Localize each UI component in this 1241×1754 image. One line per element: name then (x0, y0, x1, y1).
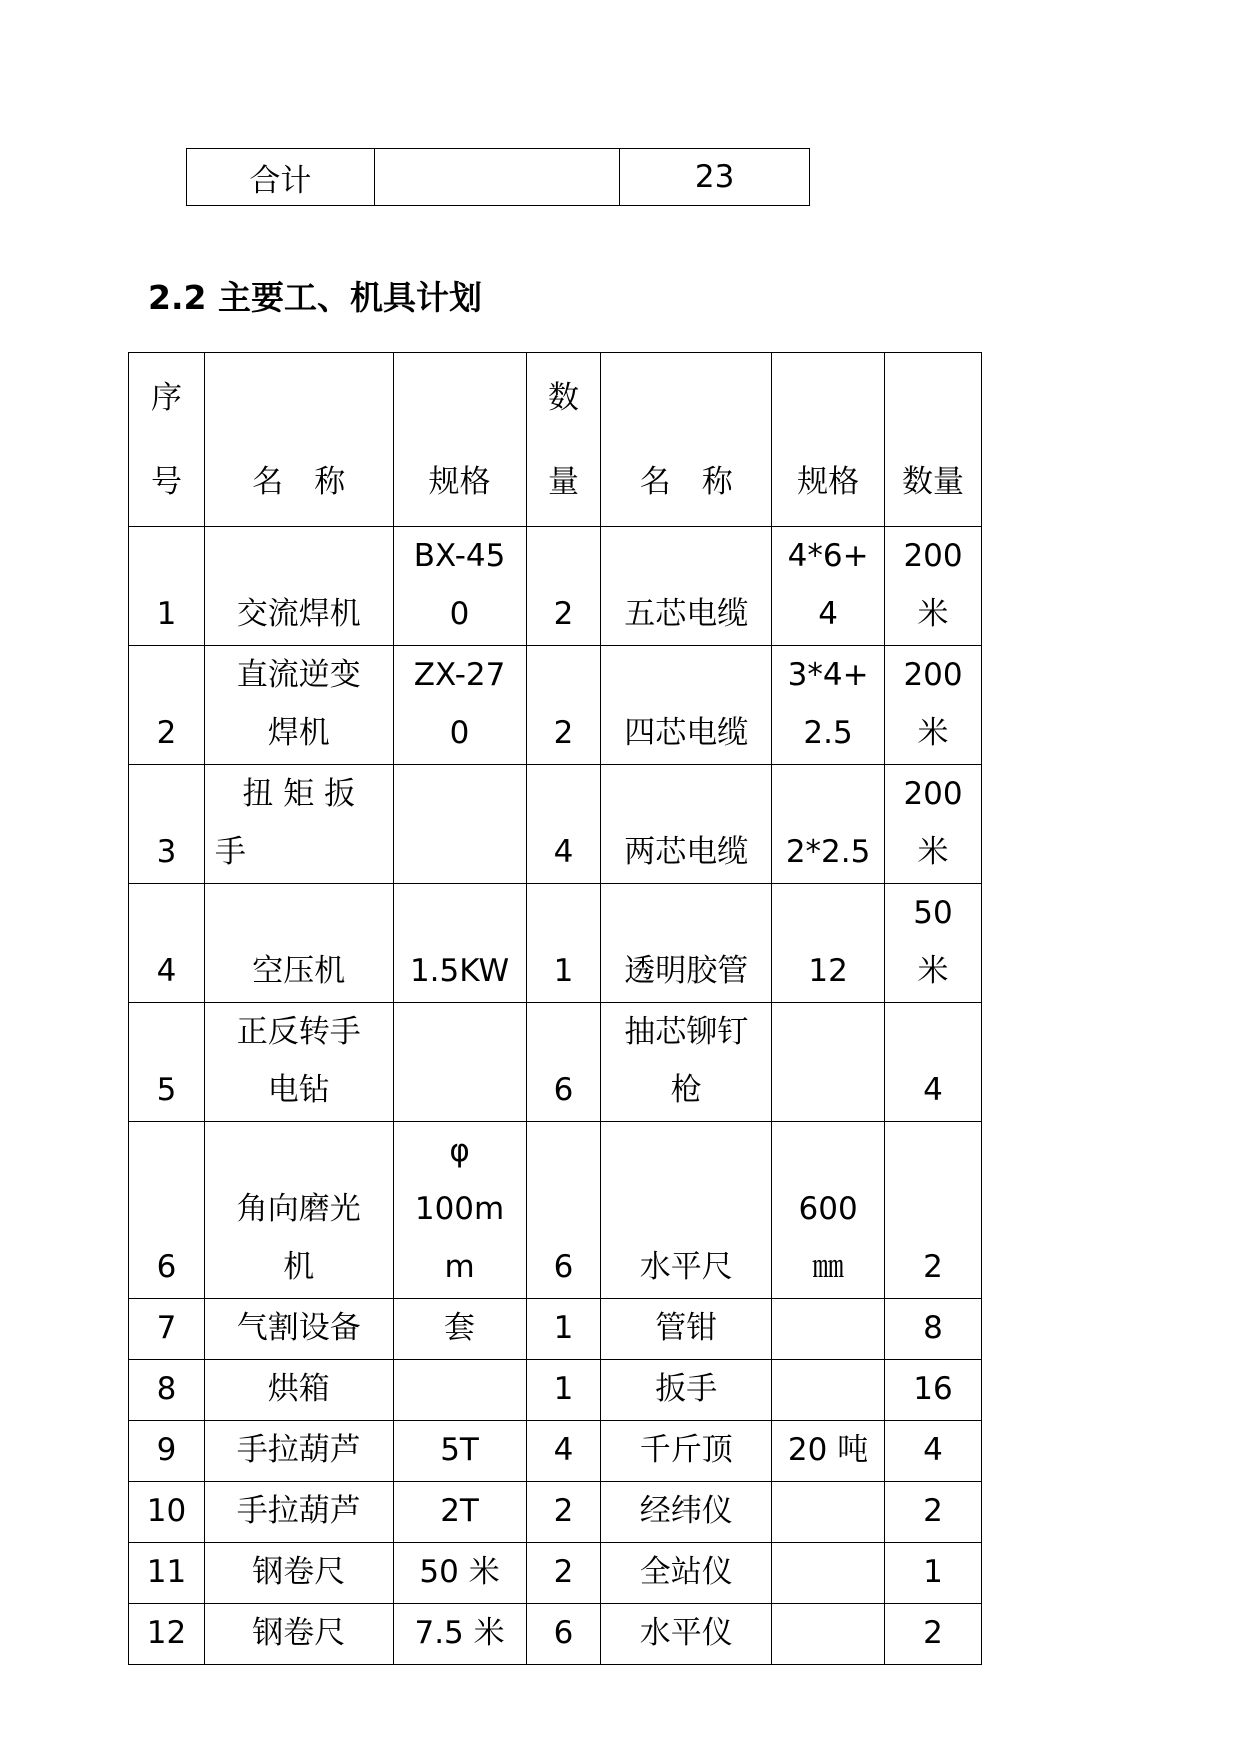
cell-qty-2-line: 2 (923, 1249, 943, 1285)
table-row (129, 1122, 982, 1299)
cell-spec-1-line: 100m (414, 1191, 505, 1227)
cell-name-1-line: 钢卷尺 (252, 1554, 346, 1590)
table-row (129, 646, 982, 765)
cell-spec-2-line: 4 (818, 596, 838, 632)
cell-qty-2-line: 米 (917, 953, 949, 989)
cell-spec-2 (772, 527, 885, 646)
cell-spec-1-line: φ (449, 1133, 470, 1169)
cell-name-1 (204, 1482, 393, 1543)
cell-qty-2-line: 200 (903, 538, 963, 574)
cell-name-2 (601, 527, 772, 646)
cell-name-2-line: 千斤顶 (639, 1432, 733, 1468)
cell-name-1 (204, 527, 393, 646)
cell-name-1 (204, 1003, 393, 1122)
cell-name-2-line: 透明胶管 (624, 953, 749, 989)
cell-seq: 8 (129, 1360, 205, 1421)
cell-seq: 1 (129, 527, 205, 646)
cell-name-1 (204, 1299, 393, 1360)
cell-name-1 (204, 1122, 393, 1299)
cell-name-1 (204, 765, 393, 884)
cell-spec-1-line: 1.5KW (409, 953, 510, 989)
cell-name-2-line: 两芯电缆 (624, 834, 749, 870)
cell-spec-2-line: 20 吨 (787, 1432, 869, 1468)
cell-name-1-line: 空压机 (252, 953, 346, 989)
cell-name-1 (204, 1360, 393, 1421)
table-row (129, 884, 982, 1003)
cell-spec-2 (772, 1122, 885, 1299)
table-row (129, 1299, 982, 1360)
cell-qty-2-line: 4 (923, 1072, 943, 1108)
cell-spec-1-line: 50 米 (419, 1554, 500, 1590)
cell-qty-2 (885, 884, 982, 1003)
total-spec (374, 149, 620, 206)
cell-seq: 3 (129, 765, 205, 884)
cell-spec-1-line: 2T (440, 1493, 479, 1529)
table-row (129, 1360, 982, 1421)
cell-spec-1-line: m (444, 1249, 475, 1285)
cell-spec-2 (772, 765, 885, 884)
cell-qty-1: 4 (526, 765, 601, 884)
table-row (129, 1482, 982, 1543)
cell-name-2 (601, 1482, 772, 1543)
total-row (187, 149, 810, 206)
cell-name-2-line: 水平尺 (639, 1249, 733, 1285)
cell-qty-2 (885, 1299, 982, 1360)
cell-name-2 (601, 1299, 772, 1360)
table-row (129, 1604, 982, 1665)
cell-name-1-line: 电钻 (267, 1072, 330, 1108)
header-qty-2: 数量 (885, 353, 982, 527)
cell-spec-2 (772, 1543, 885, 1604)
cell-qty-2-line: 米 (917, 834, 949, 870)
header-spec-1: 规格 (393, 353, 526, 527)
cell-seq: 11 (129, 1543, 205, 1604)
cell-spec-2 (772, 1482, 885, 1543)
total-table (186, 148, 810, 206)
cell-name-2 (601, 1421, 772, 1482)
cell-name-1-line: 扭 矩 扳 (242, 776, 356, 812)
cell-name-1 (204, 1543, 393, 1604)
cell-qty-2-line: 1 (923, 1554, 943, 1590)
cell-qty-1: 2 (526, 527, 601, 646)
cell-qty-1: 1 (526, 1299, 601, 1360)
cell-name-1-line: 手拉葫芦 (236, 1493, 361, 1529)
cell-qty-2-line: 16 (913, 1371, 953, 1407)
cell-spec-1 (393, 1482, 526, 1543)
cell-seq: 4 (129, 884, 205, 1003)
cell-name-2 (601, 1543, 772, 1604)
cell-spec-1 (393, 1360, 526, 1421)
cell-name-1-line: 手 (214, 834, 246, 870)
header-seq (129, 353, 205, 527)
cell-name-2-line: 经纬仪 (639, 1493, 733, 1529)
section-heading: 2.2 主要工、机具计划 (148, 278, 482, 317)
cell-spec-2 (772, 1421, 885, 1482)
header-seq-line: 序 (150, 380, 182, 416)
cell-spec-1-line: 0 (449, 715, 470, 751)
cell-seq: 7 (129, 1299, 205, 1360)
cell-seq: 10 (129, 1482, 205, 1543)
cell-spec-1 (393, 1604, 526, 1665)
cell-qty-1: 6 (526, 1003, 601, 1122)
cell-name-1-line: 直流逆变 (236, 657, 361, 693)
cell-name-2 (601, 1604, 772, 1665)
cell-spec-1-line: 7.5 米 (414, 1615, 505, 1651)
cell-qty-2-line: 8 (923, 1310, 943, 1346)
cell-name-1 (204, 1421, 393, 1482)
cell-qty-2 (885, 1421, 982, 1482)
cell-qty-2-line: 200 (903, 776, 963, 812)
cell-spec-1-line: 套 (444, 1310, 476, 1346)
cell-spec-1 (393, 1122, 526, 1299)
cell-qty-1: 2 (526, 1482, 601, 1543)
header-row (129, 353, 982, 527)
cell-qty-1: 6 (526, 1122, 601, 1299)
cell-name-1-line: 气割设备 (236, 1310, 361, 1346)
cell-qty-2 (885, 646, 982, 765)
table-row (129, 765, 982, 884)
header-spec-2: 规格 (772, 353, 885, 527)
cell-seq: 6 (129, 1122, 205, 1299)
cell-spec-1-line: 0 (449, 596, 470, 632)
cell-name-1-line: 焊机 (267, 715, 330, 751)
cell-qty-2 (885, 1360, 982, 1421)
cell-spec-2 (772, 1299, 885, 1360)
cell-spec-2 (772, 646, 885, 765)
cell-seq: 9 (129, 1421, 205, 1482)
cell-name-1-line: 烘箱 (267, 1371, 330, 1407)
cell-qty-2-line: 50 (913, 895, 953, 931)
cell-spec-2 (772, 1604, 885, 1665)
cell-name-1 (204, 646, 393, 765)
cell-name-2 (601, 646, 772, 765)
cell-name-1-line: 机 (283, 1249, 315, 1285)
cell-spec-2-line: 2*2.5 (785, 834, 871, 870)
cell-name-1-line: 角向磨光 (236, 1191, 361, 1227)
table-row (129, 1003, 982, 1122)
cell-name-2-line: 扳手 (655, 1371, 718, 1407)
cell-qty-2 (885, 1604, 982, 1665)
cell-spec-1 (393, 1543, 526, 1604)
cell-qty-2-line: 4 (923, 1432, 943, 1468)
cell-qty-2 (885, 1543, 982, 1604)
cell-spec-2 (772, 884, 885, 1003)
cell-name-2-line: 四芯电缆 (624, 715, 749, 751)
cell-qty-2 (885, 1122, 982, 1299)
cell-spec-2-line: 12 (808, 953, 848, 989)
cell-name-2 (601, 1003, 772, 1122)
cell-name-2 (601, 765, 772, 884)
cell-name-2-line: 抽芯铆钉 (624, 1014, 749, 1050)
table-row (129, 1421, 982, 1482)
cell-spec-1 (393, 765, 526, 884)
cell-name-1 (204, 1604, 393, 1665)
cell-name-2-line: 管钳 (655, 1310, 718, 1346)
cell-spec-1 (393, 884, 526, 1003)
cell-spec-1 (393, 1299, 526, 1360)
total-label: 合计 (187, 149, 375, 206)
header-seq-line: 号 (150, 464, 182, 500)
cell-spec-1-line: BX-45 (413, 538, 506, 574)
cell-qty-1: 1 (526, 1360, 601, 1421)
cell-spec-1 (393, 527, 526, 646)
cell-qty-2 (885, 527, 982, 646)
header-qty-line: 量 (547, 464, 579, 500)
cell-spec-2-line: 3*4+ (787, 657, 869, 693)
cell-spec-2 (772, 1360, 885, 1421)
header-name-2: 名 称 (601, 353, 772, 527)
cell-name-2-line: 枪 (670, 1072, 702, 1108)
cell-qty-1: 2 (526, 646, 601, 765)
cell-qty-1: 6 (526, 1604, 601, 1665)
cell-qty-2 (885, 765, 982, 884)
header-qty-line: 数 (547, 380, 579, 416)
cell-seq: 5 (129, 1003, 205, 1122)
total-qty: 23 (620, 149, 810, 206)
cell-name-2-line: 全站仪 (639, 1554, 733, 1590)
header-qty-1 (526, 353, 601, 527)
cell-name-2-line: 水平仪 (639, 1615, 733, 1651)
cell-spec-1 (393, 1003, 526, 1122)
cell-name-1-line: 手拉葫芦 (236, 1432, 361, 1468)
cell-name-2 (601, 884, 772, 1003)
cell-spec-1-line: ZX-27 (413, 657, 506, 693)
header-name-1: 名 称 (204, 353, 393, 527)
cell-name-1-line: 钢卷尺 (252, 1615, 346, 1651)
cell-qty-2 (885, 1003, 982, 1122)
cell-spec-2-line: ㎜ (812, 1249, 844, 1285)
cell-qty-1: 2 (526, 1543, 601, 1604)
table-row (129, 527, 982, 646)
cell-qty-2-line: 2 (923, 1615, 943, 1651)
tools-table (128, 352, 982, 1665)
cell-name-1 (204, 884, 393, 1003)
cell-spec-1-line: 5T (440, 1432, 479, 1468)
cell-qty-2 (885, 1482, 982, 1543)
cell-name-1-line: 正反转手 (236, 1014, 361, 1050)
cell-qty-2-line: 200 (903, 657, 963, 693)
cell-spec-2-line: 2.5 (803, 715, 853, 751)
cell-qty-1: 1 (526, 884, 601, 1003)
cell-name-2-line: 五芯电缆 (624, 596, 749, 632)
cell-name-1-line: 交流焊机 (236, 596, 361, 632)
cell-qty-1: 4 (526, 1421, 601, 1482)
table-row (129, 1543, 982, 1604)
cell-spec-2 (772, 1003, 885, 1122)
cell-name-2 (601, 1122, 772, 1299)
cell-name-2 (601, 1360, 772, 1421)
cell-seq: 12 (129, 1604, 205, 1665)
cell-spec-2-line: 4*6+ (787, 538, 869, 574)
cell-qty-2-line: 米 (917, 715, 949, 751)
cell-qty-2-line: 2 (923, 1493, 943, 1529)
cell-spec-1 (393, 1421, 526, 1482)
cell-spec-1 (393, 646, 526, 765)
cell-qty-2-line: 米 (917, 596, 949, 632)
cell-spec-2-line: 600 (798, 1191, 858, 1227)
cell-seq: 2 (129, 646, 205, 765)
